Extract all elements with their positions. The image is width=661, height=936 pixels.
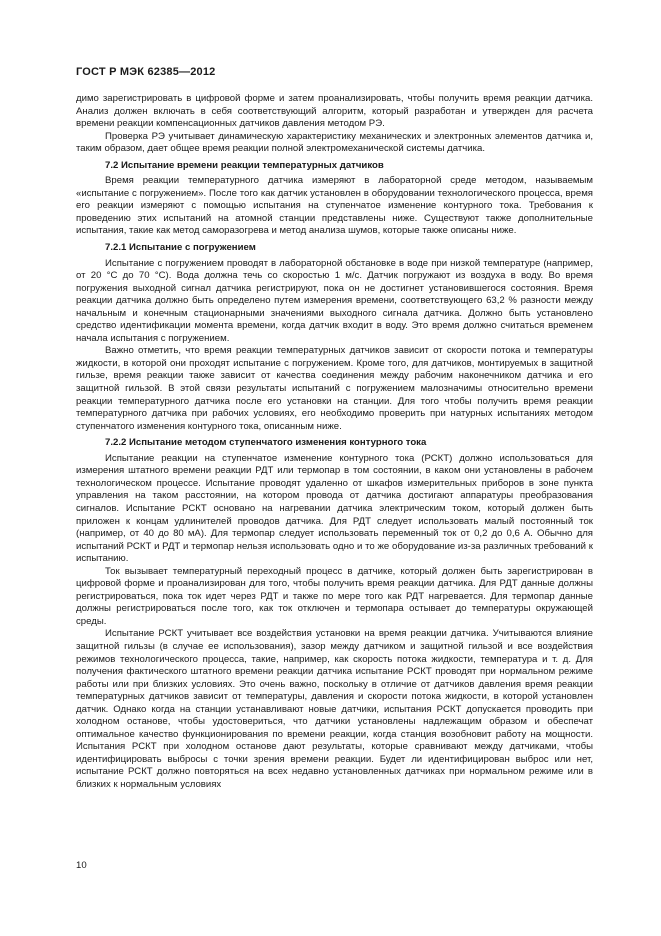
subsection-heading: 7.2.2 Испытание методом ступенчатого изменения контурного тока (105, 437, 427, 449)
body-paragraph: Проверка РЭ учитывает динамическую характеристику механических и электронных элементов датчика и, таким образом, дает общее время реакции полной электромеханической системы датчика. (76, 130, 593, 155)
body-paragraph: Испытание с погружением проводят в лабораторной обстановке в воде при низкой температуре (например, от 20 °С до 70 °С). Вода должна течь со скоростью 1 м/с. Датчик погружают из воздуха в воду. Во время погружения выходной сигнал датчика регистрируют, пока он не достигнет установившегося состояния. Время реакции датчика должно быть определено путем измерения времени, соответствующего 63,2 % разности между начальным и конечным стационарными значениями выходного сигнала датчика. Должно быть установлено средство идентификации момента времени, когда датчик входит в воду. Это время должно считаться временем начала испытания с погружением. (76, 257, 593, 344)
body-paragraph: Испытание РСКТ учитывает все воздействия установки на время реакции датчика. Учитываются влияние защитной гильзы (в случае ее использования), зазор между датчиком и защитной гильзой и все воздействия режимов технологического процесса, такие, например, как скорость потока жидкости, температура и т. д. Для получения фактического штатного времени реакции датчика испытание РСКТ проводят при нормальном режиме работы или при близких условиях. Это очень важно, поскольку в отличие от датчиков давления время реакции температурных датчиков зависит от температуры, давления и скорости потока жидкости, в которой установлен датчик. Однако когда на станции устанавливают новые датчики, испытания РСКТ допускается проводить при холодном останове, чтобы удостовериться, что датчики установлены надлежащим образом и обеспечат оптимальное качество функционирования по времени реакции, когда станция возобновит работу на мощности. Испытания РСКТ при холодном останове дают результаты, которые сравнивают между датчиками, чтобы идентифицировать выбросы с точки зрения времени реакции. Будет ли идентифицирован выброс или нет, испытание РСКТ должно повторяться на всех недавно установленных датчиках при нормальном режиме или в близких к нормальным условиях (76, 628, 593, 790)
document-body (76, 93, 593, 792)
body-paragraph: димо зарегистрировать в цифровой форме и затем проанализировать, чтобы получить время реакции датчика. Анализ должен включать в себя соответствующий алгоритм, который разработан и утвержден для расчета времени реакции компенсационных датчиков давления методом РЭ. (76, 93, 593, 130)
page-number: 10 (76, 860, 87, 871)
body-paragraph: Испытание реакции на ступенчатое изменение контурного тока (РСКТ) должно использоваться для измерения штатного времени реакции РДТ или термопар в том состоянии, в каком они установлены в рабочем технологическом процессе. Испытание проводят удаленно от шкафов измерительных приборов в зоне пункта управления на таком расстоянии, на котором провода от датчика достигают аппаратуры преобразования сигналов. Испытание РСКТ основано на нагревании датчика электрическим током, который должен быть приложен к концам удлинителей проводов датчика. Для РДТ следует использовать малый постоянный ток (например, от 40 до 80 мА). Для термопар следует использовать переменный ток от 0,2 до 0,6 А. Обычно для испытаний РСКТ и РДТ и термопар нельзя использовать одно и то же оборудование из-за различных требований к испытанию. (76, 452, 593, 565)
section-heading: 7.2 Испытание времени реакции температурных датчиков (105, 159, 384, 171)
body-paragraph: Важно отметить, что время реакции температурных датчиков зависит от скорости потока и температуры жидкости, в которой они проходят испытание с погружением. Кроме того, для датчиков, монтируемых в защитной гильзе, время реакции также зависит от качества соединения между рабочим наконечником датчика и его защитной гильзой. В этой связи результаты испытаний с погружением малозначимы относительно времени реакции температурного датчика после его установки на станции. Для того чтобы получить время реакции температурного датчика при рабочих условиях, его необходимо проверить при натурных испытаниях методом ступенчатого изменения контурного тока, описанным ниже. (76, 345, 593, 432)
document-header: ГОСТ Р МЭК 62385—2012 (76, 66, 216, 78)
body-paragraph: Ток вызывает температурный переходный процесс в датчике, который должен быть зарегистрирован в цифровой форме и проанализирован для того, чтобы получить время реакции датчика. Для РДТ данные должны регистрироваться, пока ток идет через РДТ и также по мере того как РДТ нагревается. Для термопар данные должны регистрироваться после того, как ток отключен и термопара остывает до температуры окружающей среды. (76, 565, 593, 627)
body-paragraph: Время реакции температурного датчика измеряют в лабораторной среде методом, называемым «испытание с погружением». После того как датчик установлен в оборудовании технологического процесса, время его реакции измеряют с помощью испытания на ступенчатое изменение контурного тока. Требования к проведению этих испытаний на атомной станции представлены ниже. Существуют также дополнительные испытания, такие как метод саморазогрева и метод анализа шумов, которые также описаны ниже. (76, 175, 593, 237)
subsection-heading: 7.2.1 Испытание с погружением (105, 242, 256, 254)
